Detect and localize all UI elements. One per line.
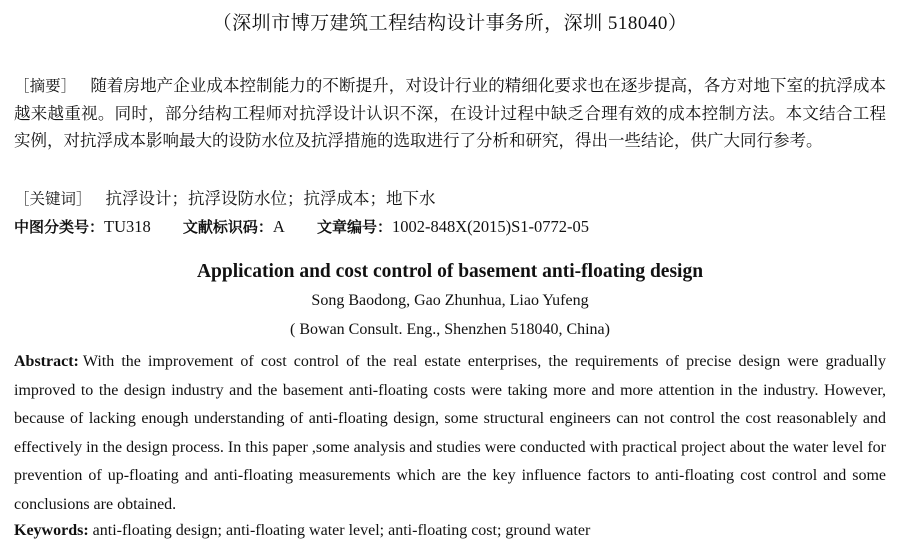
chinese-keywords-text: 抗浮设计；抗浮设防水位；抗浮成本；地下水: [105, 189, 436, 208]
clc-number-value: TU318: [104, 217, 151, 236]
english-keywords-label: Keywords:: [14, 522, 89, 539]
english-abstract-text: With the improvement of cost control of the real estate enterprises, the requirements of precise design were gradually improved to the design industry and the basement anti-floating costs were taking more and more attention in the industry. However, because of lacking enough understanding of anti-floating design, some structural engineers can not control the cost reasonablely and effectively in the design process. In this paper ,some analysis and studies were conducted with practical project about the water level for prevention of up-floating and anti-floating measurements which are the key influence factors to anti-floating cost control and some conclusions are obtained.: [14, 353, 886, 513]
english-keywords: [14, 518, 886, 544]
english-affiliation: ( Bowan Consult. Eng., Shenzhen 518040, China): [290, 321, 610, 338]
clc-number: [14, 215, 151, 239]
document-code-label: 文献标识码：: [182, 218, 273, 236]
chinese-abstract-text: 随着房地产企业成本控制能力的不断提升，对设计行业的精细化要求也在逐步提高，各方对地下室的抗浮成本越来越重视。同时，部分结构工程师对抗浮设计认识不深，在设计过程中缺乏合理有效的成本控制方法。本文结合工程实例，对抗浮成本影响最大的设防水位及抗浮措施的选取进行了分析和研究，得出一些结论，供广大同行参考。: [14, 76, 886, 150]
english-abstract-label: Abstract:: [14, 353, 79, 370]
english-keywords-text: anti-floating design; anti-floating water level; anti-floating cost; ground water: [92, 522, 591, 539]
article-number-label: 文章编号：: [316, 218, 392, 236]
chinese-abstract-label: ［摘要］: [14, 77, 77, 95]
clc-number-label: 中图分类号：: [14, 218, 105, 236]
classification-row: [14, 215, 886, 239]
article-number-value: 1002-848X(2015)S1-0772-05: [391, 217, 590, 236]
english-authors: Song Baodong, Gao Zhunhua, Liao Yufeng: [311, 292, 589, 309]
article-number: [317, 215, 589, 239]
document-code-value: A: [272, 217, 285, 236]
chinese-keywords: [14, 186, 886, 212]
english-title: Application and cost control of basement anti-floating design: [196, 261, 704, 282]
english-abstract: [14, 348, 886, 520]
chinese-keywords-label: ［关键词］: [14, 190, 92, 208]
document-code: [183, 215, 285, 239]
chinese-abstract: [14, 72, 886, 154]
chinese-affiliation: （深圳市博万建筑工程结构设计事务所，深圳 518040）: [212, 13, 688, 34]
